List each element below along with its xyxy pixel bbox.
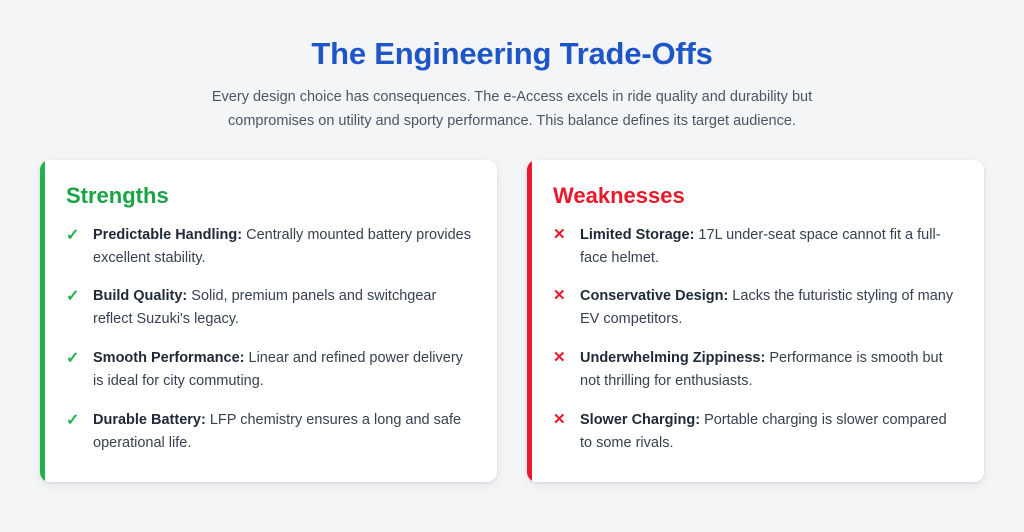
list-item-text — [93, 224, 471, 270]
cross-icon: ✕ — [553, 225, 566, 243]
list-item-label: Predictable Handling: — [93, 226, 243, 243]
cross-icon: ✕ — [553, 287, 566, 305]
list-item-text — [580, 347, 958, 393]
list-item — [66, 347, 471, 393]
weaknesses-card — [527, 160, 984, 482]
list-item-label: Underwhelming Zippiness: — [580, 350, 766, 367]
list-item-body: Solid, premium panels and switchgear reflect Suzuki's legacy. — [93, 288, 437, 328]
list-item-label: Slower Charging: — [580, 412, 701, 429]
weaknesses-card-title: Weaknesses — [553, 183, 685, 209]
check-icon: ✓ — [66, 226, 80, 244]
list-item — [553, 224, 958, 270]
check-icon: ✓ — [66, 288, 80, 306]
list-item-body: Lacks the futuristic styling of many EV competitors. — [580, 288, 954, 328]
page-subtitle: Every design choice has consequences. The e-Access excels in ride quality and durability but compromises on utility and sporty performance. This balance defines its target audience. — [211, 89, 813, 129]
list-item — [553, 285, 958, 331]
list-item-body: Performance is smooth but not thrilling for enthusiasts. — [580, 350, 943, 390]
list-item-text — [93, 285, 471, 331]
list-item-text — [93, 347, 471, 393]
list-item-text — [93, 409, 471, 455]
list-item — [66, 224, 471, 270]
strengths-card-title: Strengths — [66, 183, 169, 209]
list-item-text — [580, 285, 958, 331]
list-item — [553, 409, 958, 455]
list-item-label: Build Quality: — [93, 288, 188, 305]
list-item — [66, 285, 471, 331]
cross-icon: ✕ — [553, 349, 566, 367]
cross-icon: ✕ — [553, 411, 566, 429]
list-item — [553, 347, 958, 393]
page-title: The Engineering Trade-Offs — [311, 36, 713, 71]
list-item-text — [580, 409, 958, 455]
list-item-body: Linear and refined power delivery is ideal for city commuting. — [93, 350, 463, 390]
list-item-label: Smooth Performance: — [93, 350, 245, 367]
list-item-body: Centrally mounted battery provides excellent stability. — [93, 226, 471, 266]
check-icon: ✓ — [66, 412, 80, 430]
list-item — [66, 409, 471, 455]
list-item-label: Limited Storage: — [580, 226, 695, 243]
cards-container — [40, 160, 984, 482]
list-item-label: Durable Battery: — [93, 412, 206, 429]
weaknesses-list — [553, 224, 958, 455]
list-item-body: Portable charging is slower compared to some rivals. — [580, 412, 947, 451]
list-item-body: 17L under-seat space cannot fit a full-face helmet. — [580, 226, 941, 266]
list-item-body: LFP chemistry ensures a long and safe operational life. — [93, 412, 462, 451]
list-item-text — [580, 224, 958, 270]
list-item-label: Conservative Design: — [580, 288, 729, 305]
check-icon: ✓ — [66, 350, 80, 368]
strengths-card — [40, 160, 497, 482]
strengths-list — [66, 224, 471, 455]
